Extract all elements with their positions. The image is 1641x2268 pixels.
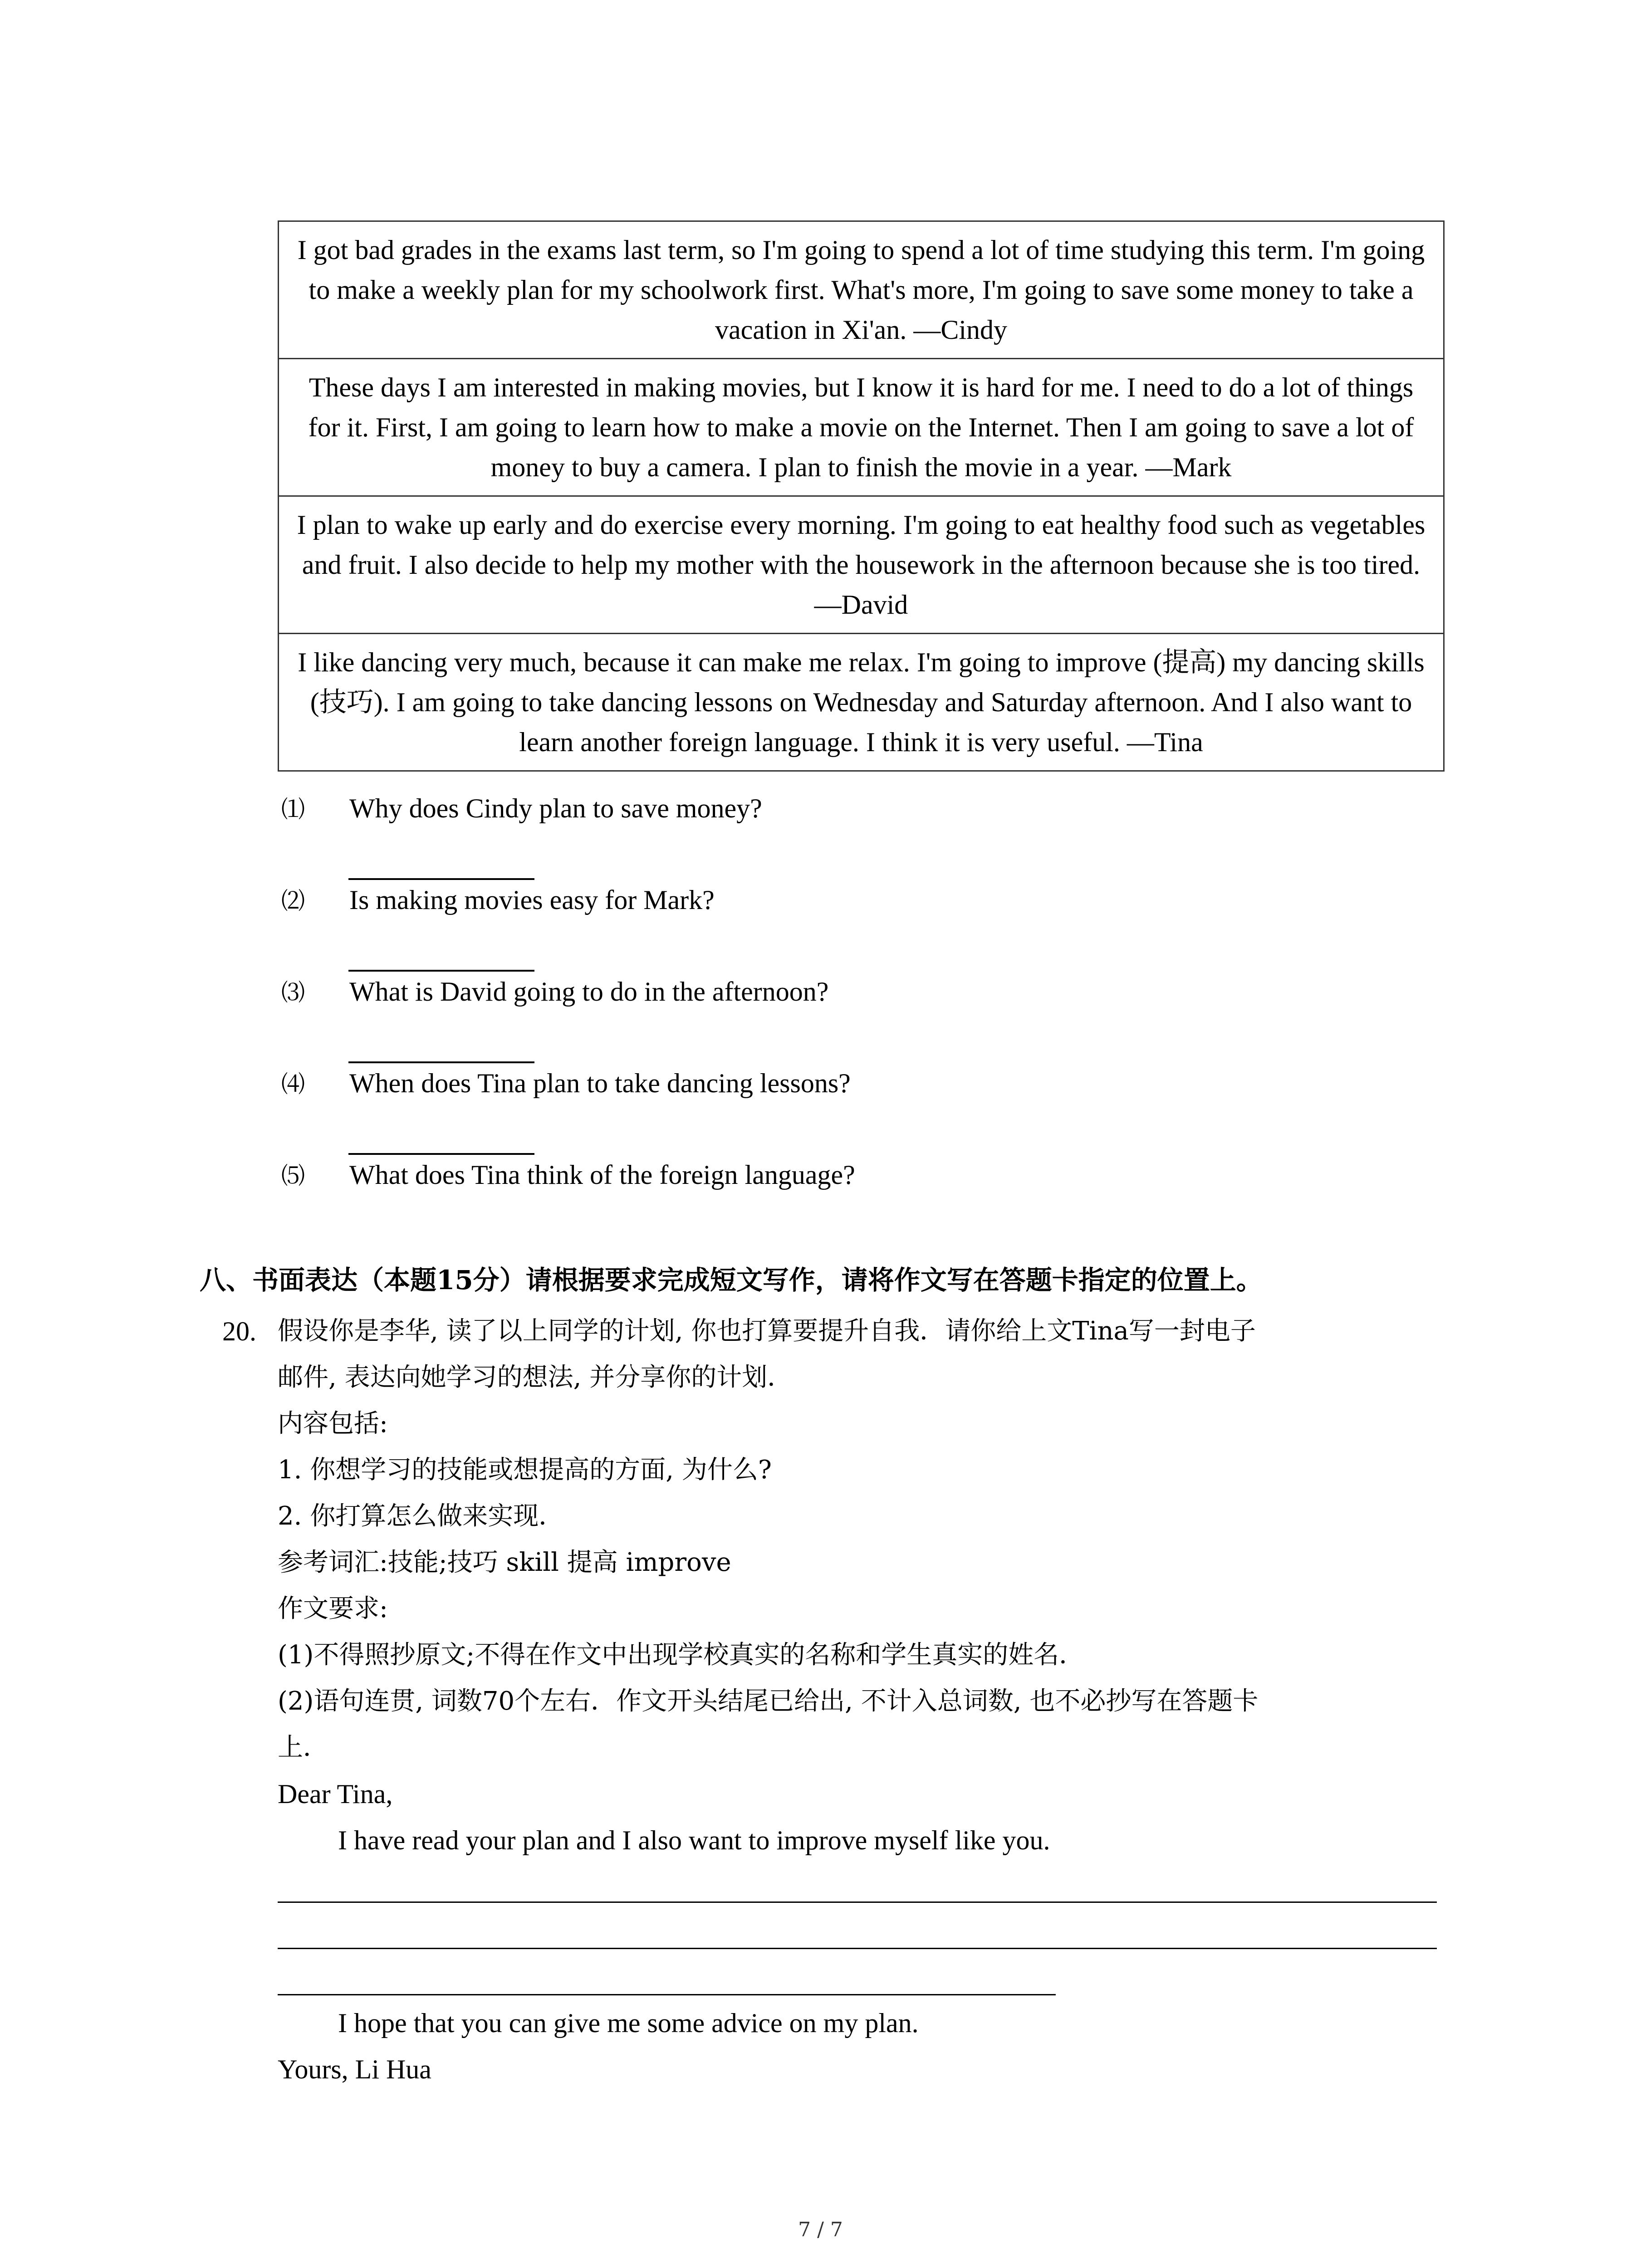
- vocab-reference: 参考词汇:技能;技巧 skill 提高 improve: [278, 1548, 731, 1577]
- content-label: 内容包括:: [278, 1409, 388, 1438]
- question-number: ⑸: [281, 1163, 305, 1190]
- answer-blank-4[interactable]: [348, 1153, 534, 1155]
- content-item-2: 2. 你打算怎么做来实现．: [278, 1501, 564, 1531]
- question-2: [281, 882, 715, 919]
- question-text: When does Tina plan to take dancing lessons?: [349, 1068, 851, 1098]
- passage-cindy: [279, 221, 1444, 359]
- answer-blank-2[interactable]: [348, 970, 534, 972]
- question-5: [281, 1157, 855, 1194]
- answer-blank-1[interactable]: [348, 878, 534, 880]
- content-item-1: 1. 你想学习的技能或想提高的方面, 为什么?: [278, 1455, 772, 1485]
- question-number-20: [222, 1313, 256, 1349]
- requirement-2-line-2: 上．: [278, 1733, 328, 1762]
- writing-line-1[interactable]: [278, 1901, 1437, 1903]
- letter-greeting: Dear Tina,: [278, 1779, 393, 1809]
- question-number: ⑴: [281, 796, 305, 823]
- section-title: 八、书面表达（本题15分）请根据要求完成短文写作，请将作文写在答题卡指定的位置上。: [200, 1265, 1263, 1295]
- page-number: 7 / 7: [798, 2218, 843, 2241]
- letter-opening: I have read your plan and I also want to improve myself like you.: [338, 1825, 1050, 1855]
- question-text: Why does Cindy plan to save money?: [349, 793, 762, 823]
- letter-signature: Yours, Li Hua: [278, 2054, 431, 2084]
- writing-line-2[interactable]: [278, 1948, 1437, 1949]
- q20-label: 20.: [222, 1316, 256, 1346]
- question-number: ⑷: [281, 1071, 305, 1098]
- requirement-2-line-1: (2)语句连贯, 词数70个左右．作文开头结尾已给出, 不计入总词数, 也不必抄写在答题卡: [278, 1686, 1259, 1716]
- letter-closing: I hope that you can give me some advice on my plan.: [338, 2008, 919, 2038]
- passage-david: [279, 496, 1444, 634]
- prompt-line-2: 邮件, 表达向她学习的想法, 并分享你的计划．: [278, 1363, 793, 1392]
- question-1: [281, 790, 762, 828]
- answer-blank-3[interactable]: [348, 1061, 534, 1063]
- requirement-1: (1)不得照抄原文;不得在作文中出现学校真实的名称和学生真实的姓名．: [278, 1640, 1085, 1670]
- question-text: What does Tina think of the foreign language?: [349, 1160, 855, 1190]
- passage-text: I got bad grades in the exams last term, so I'm going to spend a lot of time studying this term. I'm going to make a weekly plan for my schoolwork first. What's more, I'm going to save some money to take a vacation in Xi'an. —Cindy: [297, 235, 1425, 345]
- question-number: ⑵: [281, 888, 305, 915]
- question-text: What is David going to do in the afternoon?: [349, 977, 829, 1007]
- passage-tina: [279, 634, 1444, 771]
- question-4: [281, 1065, 851, 1103]
- question-number: ⑶: [281, 979, 305, 1007]
- prompt-line-1: 假设你是李华, 读了以上同学的计划, 你也打算要提升自我．请你给上文Tina写一封电子: [278, 1316, 1256, 1346]
- requirement-label: 作文要求:: [278, 1594, 388, 1623]
- passage-text: I plan to wake up early and do exercise every morning. I'm going to eat healthy food such as vegetables and fruit. I also decide to help my mother with the housework in the afternoon because she is too tired. —David: [297, 510, 1425, 620]
- passage-mark: [279, 359, 1444, 496]
- writing-line-3[interactable]: [278, 1994, 1056, 1995]
- passage-table: [278, 220, 1445, 772]
- passage-text: I like dancing very much, because it can make me relax. I'm going to improve (提高) my dancing skills (技巧). I am going to take dancing lessons on Wednesday and Saturday afternoon. And I also want to learn another foreign language. I think it is very useful. —Tina: [298, 647, 1425, 757]
- question-3: [281, 973, 828, 1011]
- question-text: Is making movies easy for Mark?: [349, 885, 715, 915]
- passage-text: These days I am interested in making movies, but I know it is hard for me. I need to do a lot of things for it. First, I am going to learn how to make a movie on the Internet. Then I am going to save a lot of money to buy a camera. I plan to finish the movie in a year. —Mark: [308, 372, 1414, 482]
